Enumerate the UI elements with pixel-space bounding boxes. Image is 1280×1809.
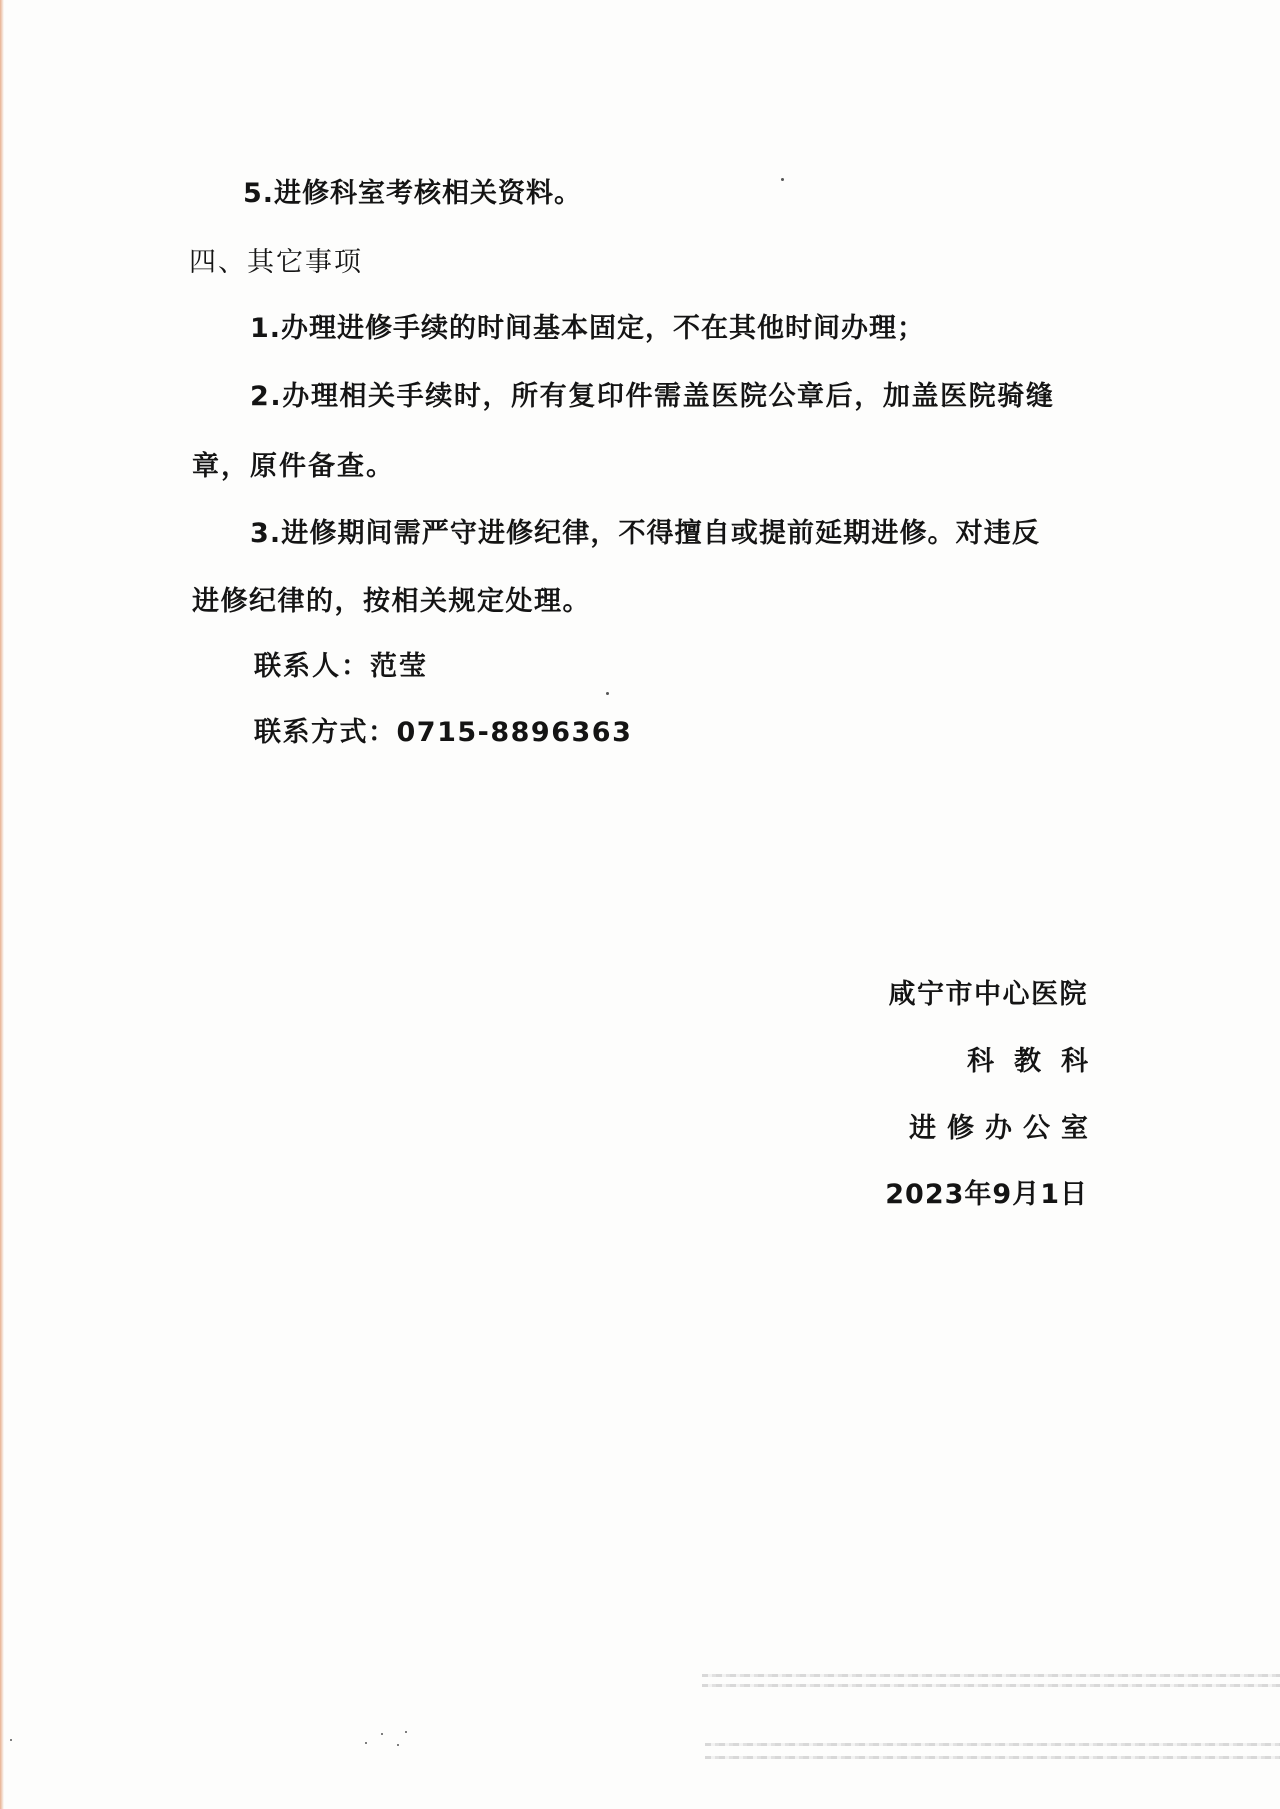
item-2-continuation: 章，原件备查。 xyxy=(192,451,395,482)
scan-speck xyxy=(781,178,784,181)
signature-department: 科教科 xyxy=(967,1046,1108,1077)
item-3-continuation: 进修纪律的，按相关规定处理。 xyxy=(192,586,591,617)
contact-person: 联系人：范莹 xyxy=(254,651,428,682)
scan-speck xyxy=(10,1739,12,1741)
scan-speck xyxy=(365,1742,367,1744)
scan-artifact xyxy=(702,1684,1280,1687)
scan-artifact xyxy=(705,1756,1280,1759)
scan-artifact xyxy=(702,1674,1280,1677)
scan-artifact xyxy=(705,1743,1280,1746)
section-heading-other-matters: 四、其它事项 xyxy=(189,247,363,278)
paper-edge xyxy=(0,0,4,1809)
item-5-assessment-materials: 5.进修科室考核相关资料。 xyxy=(243,178,583,209)
scan-speck xyxy=(405,1731,407,1733)
scan-speck xyxy=(606,692,609,695)
item-2-seal-requirement: 2.办理相关手续时，所有复印件需盖医院公章后，加盖医院骑缝 xyxy=(250,381,1055,412)
item-1-fixed-time: 1.办理进修手续的时间基本固定，不在其他时间办理； xyxy=(250,313,926,344)
contact-phone: 联系方式：0715-8896363 xyxy=(254,717,633,748)
scan-speck xyxy=(397,1744,399,1746)
signature-office: 进修办公室 xyxy=(909,1113,1099,1144)
signature-organization: 咸宁市中心医院 xyxy=(888,979,1088,1010)
item-3-discipline: 3.进修期间需严守进修纪律，不得擅自或提前延期进修。对违反 xyxy=(250,518,1040,549)
signature-date: 2023年9月1日 xyxy=(885,1179,1088,1210)
scan-speck xyxy=(381,1733,383,1735)
